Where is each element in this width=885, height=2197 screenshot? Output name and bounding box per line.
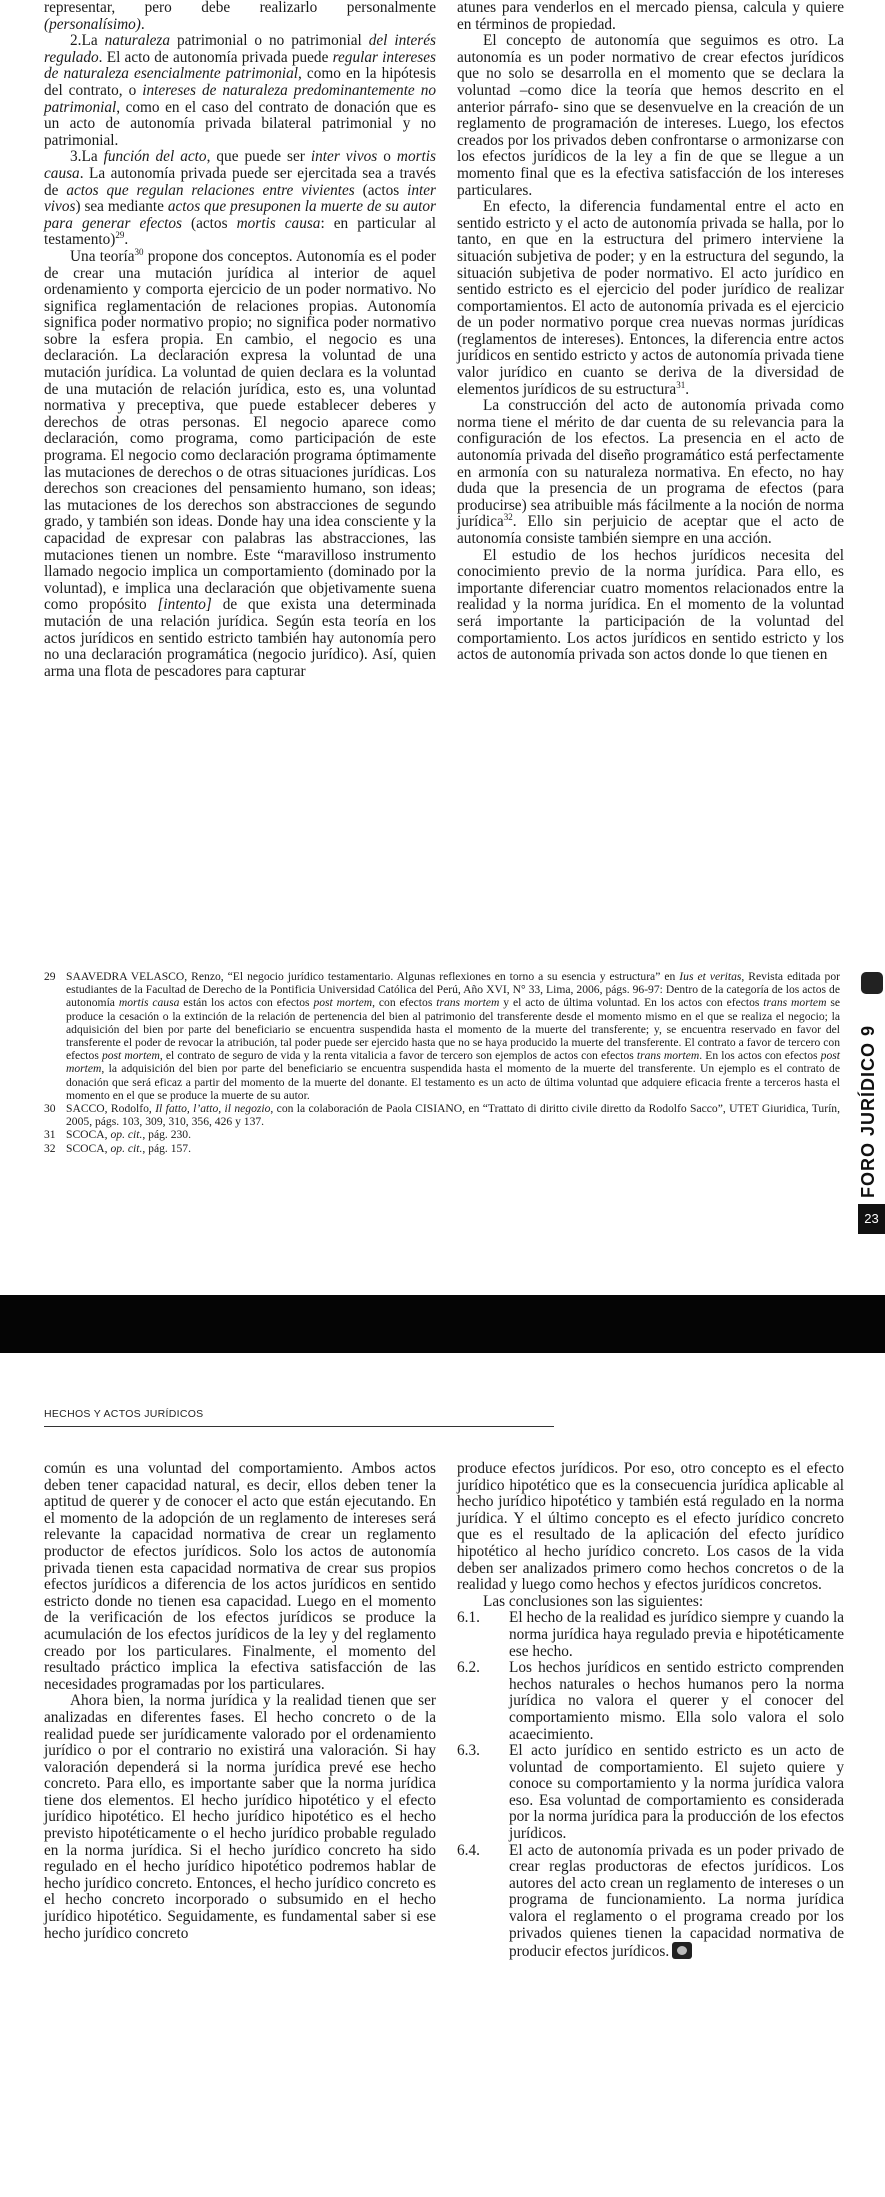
- running-head: HECHOS Y ACTOS JURÍDICOS: [44, 1408, 554, 1427]
- conclusion-text: Los hechos jurídicos en sentido estricto comprenden hechos naturales o hechos humanos pero la norma jurídica no valora el querer y el conocer del comportamiento mismo. Ella solo valora el solo acaecimiento.: [509, 1659, 844, 1743]
- conclusion-number: 6.1.: [457, 1609, 480, 1627]
- bottom-left-paragraph: común es una voluntad del comportamiento. Ambos actos deben tener capacidad natural, es decir, ellos deben tener la aptitud de querer y de conocer el acto que están ejecutando. En el momento de la adopción de un reglamento de intereses será relevante la capacidad normativa de crear un reglamento productor de efectos jurídicos. Solo los actos de autonomía privada tienen esta capacidad normativa de crear sus propios efectos jurídicos a diferencia de los actos jurídicos en sentido estricto donde no tienen esa capacidad. Luego en el momento de la verificación de los efectos jurídicos se produce la acumulación de los efectos jurídicos de la ley y del reglamento creado por los particulares. Finalmente, el momento del resultado práctico implica la efectiva satisfacción de las necesidades programadas por los particulares.: [44, 1460, 436, 1693]
- footnote: [44, 1142, 840, 1155]
- bottom-right-paragraph: produce efectos jurídicos. Por eso, otro concepto es el efecto jurídico hipotético que es la consecuencia jurídica aplicable al hecho jurídico hipotético y también está regulado en la norma jurídica. Y el último concepto es el efecto jurídico concreto que es el resultado de la aplicación del efecto jurídico hipotético al hecho jurídico concreto. Los casos de la vida deben ser analizados primero como hechos concretos o de la realidad y luego como hechos y efectos jurídicos concretos.: [457, 1460, 844, 1594]
- footnotes: [44, 970, 840, 1155]
- top-left-paragraph: Una teoría$^{30}$ propone dos conceptos. Autonomía es el poder de crear una mutación jurídica al interior de aquel ordenamiento y comporta ejercicio de un poder normativo. No significa reglamentación de relaciones propias. Autonomía significa poder normativo propio; no significa poder normativo sobre la esfera propia. En cambio, el negocio es una declaración. La declaración expresa la voluntad de una mutación jurídica. La voluntad de quien declara es la voluntad de una mutación de relación jurídica, esto es, una voluntad normativa y preceptiva, que puede establecer deberes y derechos de otras personas. El negocio aparece como declaración, como programa, como participación de este programa. El negocio como declaración programa óptimamente las mutaciones de derechos o de otras situaciones jurídicas. Los derechos son creaciones del pensamiento humano, son ideas; las mutaciones de los derechos son abstracciones de segundo grado, y también son ideas. Donde hay una idea consciente y la capacidad de expresar con palabras las abstracciones, las mutaciones tienen un nombre. Este “maravilloso instrumento llamado negocio implica un comportamiento (dominado por la voluntad), e implica una declaración que objetivamente suena como propósito [intento] de que exista una determinada mutación de una relación jurídica. Según esta teoría en los actos jurídicos en sentido estricto también hay autonomía pero no una declaración programática (negocio jurídico). Así, quien arma una flota de pescadores para capturar: [44, 246, 436, 680]
- page-number: 23: [858, 1204, 885, 1234]
- bottom-right-intro: [457, 1461, 844, 1610]
- bottom-page: [0, 1353, 885, 2197]
- bottom-left-paragraph: Ahora bien, la norma jurídica y la realidad tienen que ser analizadas en diferentes fases. El hecho concreto o de la realidad puede ser jurídicamente valorado por el ordenamiento jurídico o por el contrario no existirá una valoración. Si hay valoración dependerá si la norma jurídica prevé ese hecho concreto. Para ello, es importante saber que la norma jurídica tiene dos elementos. El hecho jurídico hipotético y el efecto jurídico hipotético. El hecho jurídico hipotético es el hecho previsto hipotéticamente o el hecho jurídico probable regulado en la norma jurídica. Si el hecho jurídico concreto ha sido regulado en el hecho jurídico hipotético podremos hablar de hecho jurídico concreto. Entonces, el hecho jurídico concreto es el hecho concreto incorporado o subsumido en el hecho jurídico hipotético. Seguidamente, es fundamental saber si ese hecho jurídico concreto: [44, 1692, 436, 1942]
- top-right-paragraph: La construcción del acto de autonomía privada como norma tiene el mérito de dar cuenta de su relevancia para la configuración de los efectos. La presencia en el acto de autonomía privada del diseño programático está perfectamente en armonía con su naturaleza normativa. En efecto, no hay duda que la presencia de un programa de efectos (para producirse) sea atribuible más fácilmente a la noción de norma jurídica$^{32}$. Ello sin perjuicio de aceptar que el acto de autonomía consiste también siempre en una acción.: [457, 397, 844, 547]
- journal-side-tab: [858, 972, 885, 1272]
- top-left-column: [44, 0, 436, 680]
- top-right-column: [457, 0, 844, 664]
- top-right-paragraph: El estudio de los hechos jurídicos necesita del conocimiento previo de la norma jurídica. Para ello, es importante diferenciar cuatro momentos relacionados entre la realidad y la norma jurídica. En el momento de la voluntad será importante la participación de la voluntad del comportamiento. Los actos jurídicos en sentido estricto y los actos de autonomía privada son actos donde lo que tienen en: [457, 546, 844, 664]
- top-right-paragraph: El concepto de autonomía que seguimos es otro. La autonomía es un poder normativo de crear efectos jurídicos que no solo se desarrolla en el momento que se declara la voluntad –como dice la teoría que hemos descrito en el anterior párrafo- sino que se desenvuelve en la creación de un reglamento de programación de intereses. Luego, los efectos creados por los privados deben confrontarse o armonizarse con los efectos jurídicos de la ley a fin de que se llegue a un momento final que es la efectiva satisfacción de los intereses particulares.: [457, 32, 844, 199]
- footnote-text: SCOCA, op. cit., pág. 230.: [66, 1128, 191, 1142]
- bottom-left-column: [44, 1461, 436, 1942]
- footnote: [44, 1128, 840, 1141]
- conclusion-number: 6.4.: [457, 1841, 480, 1859]
- bottom-right-paragraph: Las conclusiones son las siguientes:: [483, 1592, 704, 1610]
- footnote-text: SCOCA, op. cit., pág. 157.: [66, 1141, 191, 1155]
- journal-logo-icon: [861, 972, 883, 994]
- page-separator: [0, 1295, 885, 1353]
- footnote-number: 32: [44, 1141, 56, 1155]
- top-left-paragraph: 2.La naturaleza patrimonial o no patrimonial del interés regulado. El acto de autonomía privada puede regular intereses de naturaleza esencialmente patrimonial, como en la hipótesis del contrato, o intereses de naturaleza predominantemente no patrimonial, como en el caso del contrato de donación que es un acto de autonomía privada bilateral patrimonial y no patrimonial.: [44, 32, 436, 149]
- footnote-number: 30: [44, 1102, 56, 1116]
- footnote: [44, 1102, 840, 1128]
- top-right-paragraph: atunes para venderlos en el mercado piensa, calcula y quiere en términos de propiedad.: [457, 0, 844, 33]
- conclusion-item: [457, 1610, 844, 1660]
- footnote-number: 31: [44, 1128, 56, 1142]
- footnote-number: 29: [44, 970, 56, 983]
- conclusion-number: 6.2.: [457, 1659, 480, 1677]
- top-left-paragraph: 3.La función del acto, que puede ser inter vivos o mortis causa. La autonomía privada puede ser ejercitada sea a través de actos que regulan relaciones entre vivientes (actos inter vivos) sea mediante actos que presuponen la muerte de su autor para generar efectos (actos mortis causa: en particular al testamento)$^{29}$.: [44, 148, 436, 249]
- top-right-paragraph: En efecto, la diferencia fundamental entre el acto en sentido estricto y el acto de autonomía privada se halla, por lo tanto, en que en la estructura del primero interviene la situación subjetiva de poder; y en la estructura del segundo, la situación subjetiva de poder normativo. El acto jurídico en sentido estricto es el ejercicio del poder jurídico de realizar comportamientos. El acto de autonomía privada es el ejercicio de un poder normativo porque crea nuevas normas jurídicas (reglamentos de intereses). Entonces, la diferencia entre actos jurídicos en sentido estricto y actos de autonomía privada tiene valor jurídico en cuanto se deriva de la diversidad de elementos jurídicos de su estructura$^{31}$.: [457, 198, 844, 398]
- footnote-text: SAAVEDRA VELASCO, Renzo, “El negocio jurídico testamentario. Algunas reflexiones en torno a su esencia y estructura” en Ius et veritas, Revista editada por estudiantes de la Facultad de Derecho de la Pontificia Universidad Católica del Perú, Año XVI, N° 33, Lima, 2006, págs. 96-97: Dentro de la categoría de los actos de autonomía mortis causa están los actos con efectos post mortem, con efectos trans mortem y el acto de última voluntad. En los actos con efectos trans mortem se produce la cesación o la extinción de la relación de pertenencia del bien al patrimonio del transferente desde el momento mismo en el que se realiza el negocio; la adquisición del bien por parte del beneficiario se encuentra suspendida hasta el momento de la muerte del transferente; y, se encuentra reservado en favor del transferente el poder de revocar la atribución, tal poder puede ser ejercido hasta que no se haya producido la muerte del transferente. El contrato a favor de tercero con efectos post mortem, el contrato de seguro de vida y la renta vitalicia a favor de tercero son ejemplos de actos con efectos trans mortem. En los actos con efectos post mortem, la adquisición del bien por parte del beneficiario se encuentra suspendida hasta el momento de la muerte del transferente. Un ejemplo es el contrato de donación que será eficaz a partir del momento de la muerte del donante. El testamento es un acto de última voluntad que adquiere eficacia frente a terceros hasta el momento en el que se produce la muerte de su autor.: [66, 970, 840, 1102]
- bottom-right-column: [457, 1461, 844, 1961]
- conclusion-item: [457, 1843, 844, 1961]
- journal-name: FORO JURÍDICO 9: [858, 1024, 878, 1198]
- top-left-paragraph: representar, pero debe realizarlo personalmente (personalísimo).: [44, 0, 436, 33]
- conclusion-text: El acto de autonomía privada es un poder privado de crear reglas productoras de efectos jurídicos. Los autores del acto crean un reglamento de intereses o un programa de funcionamiento. La norma jurídica valora el reglamento o el programa creado por los privados quienes tienen la capacidad normativa de producir efectos jurídicos.: [509, 1841, 844, 1961]
- end-mark-icon: [672, 1942, 692, 1959]
- conclusion-item: [457, 1743, 844, 1843]
- conclusion-text: El acto jurídico en sentido estricto es un acto de voluntad de comportamiento. El sujeto quiere y conoce su comportamiento y la norma jurídica valora eso. Esa voluntad de comportamiento es considerada por la norma jurídica para la producción de los efectos jurídicos.: [509, 1742, 844, 1843]
- conclusion-number: 6.3.: [457, 1742, 480, 1760]
- footnote-text: SACCO, Rodolfo, Il fatto, l’atto, il negozio, con la colaboración de Paola CISIANO, en “Trattato di diritto civile diretto da Rodolfo Sacco”, UTET Giuridica, Turín, 2005, págs. 103, 309, 310, 356, 426 y 137.: [66, 1102, 840, 1129]
- conclusion-text: El hecho de la realidad es jurídico siempre y cuando la norma jurídica haya regulado previa e hipotéticamente ese hecho.: [509, 1609, 844, 1660]
- conclusion-item: [457, 1660, 844, 1743]
- conclusions-list: [457, 1610, 844, 1960]
- footnote: [44, 970, 840, 1102]
